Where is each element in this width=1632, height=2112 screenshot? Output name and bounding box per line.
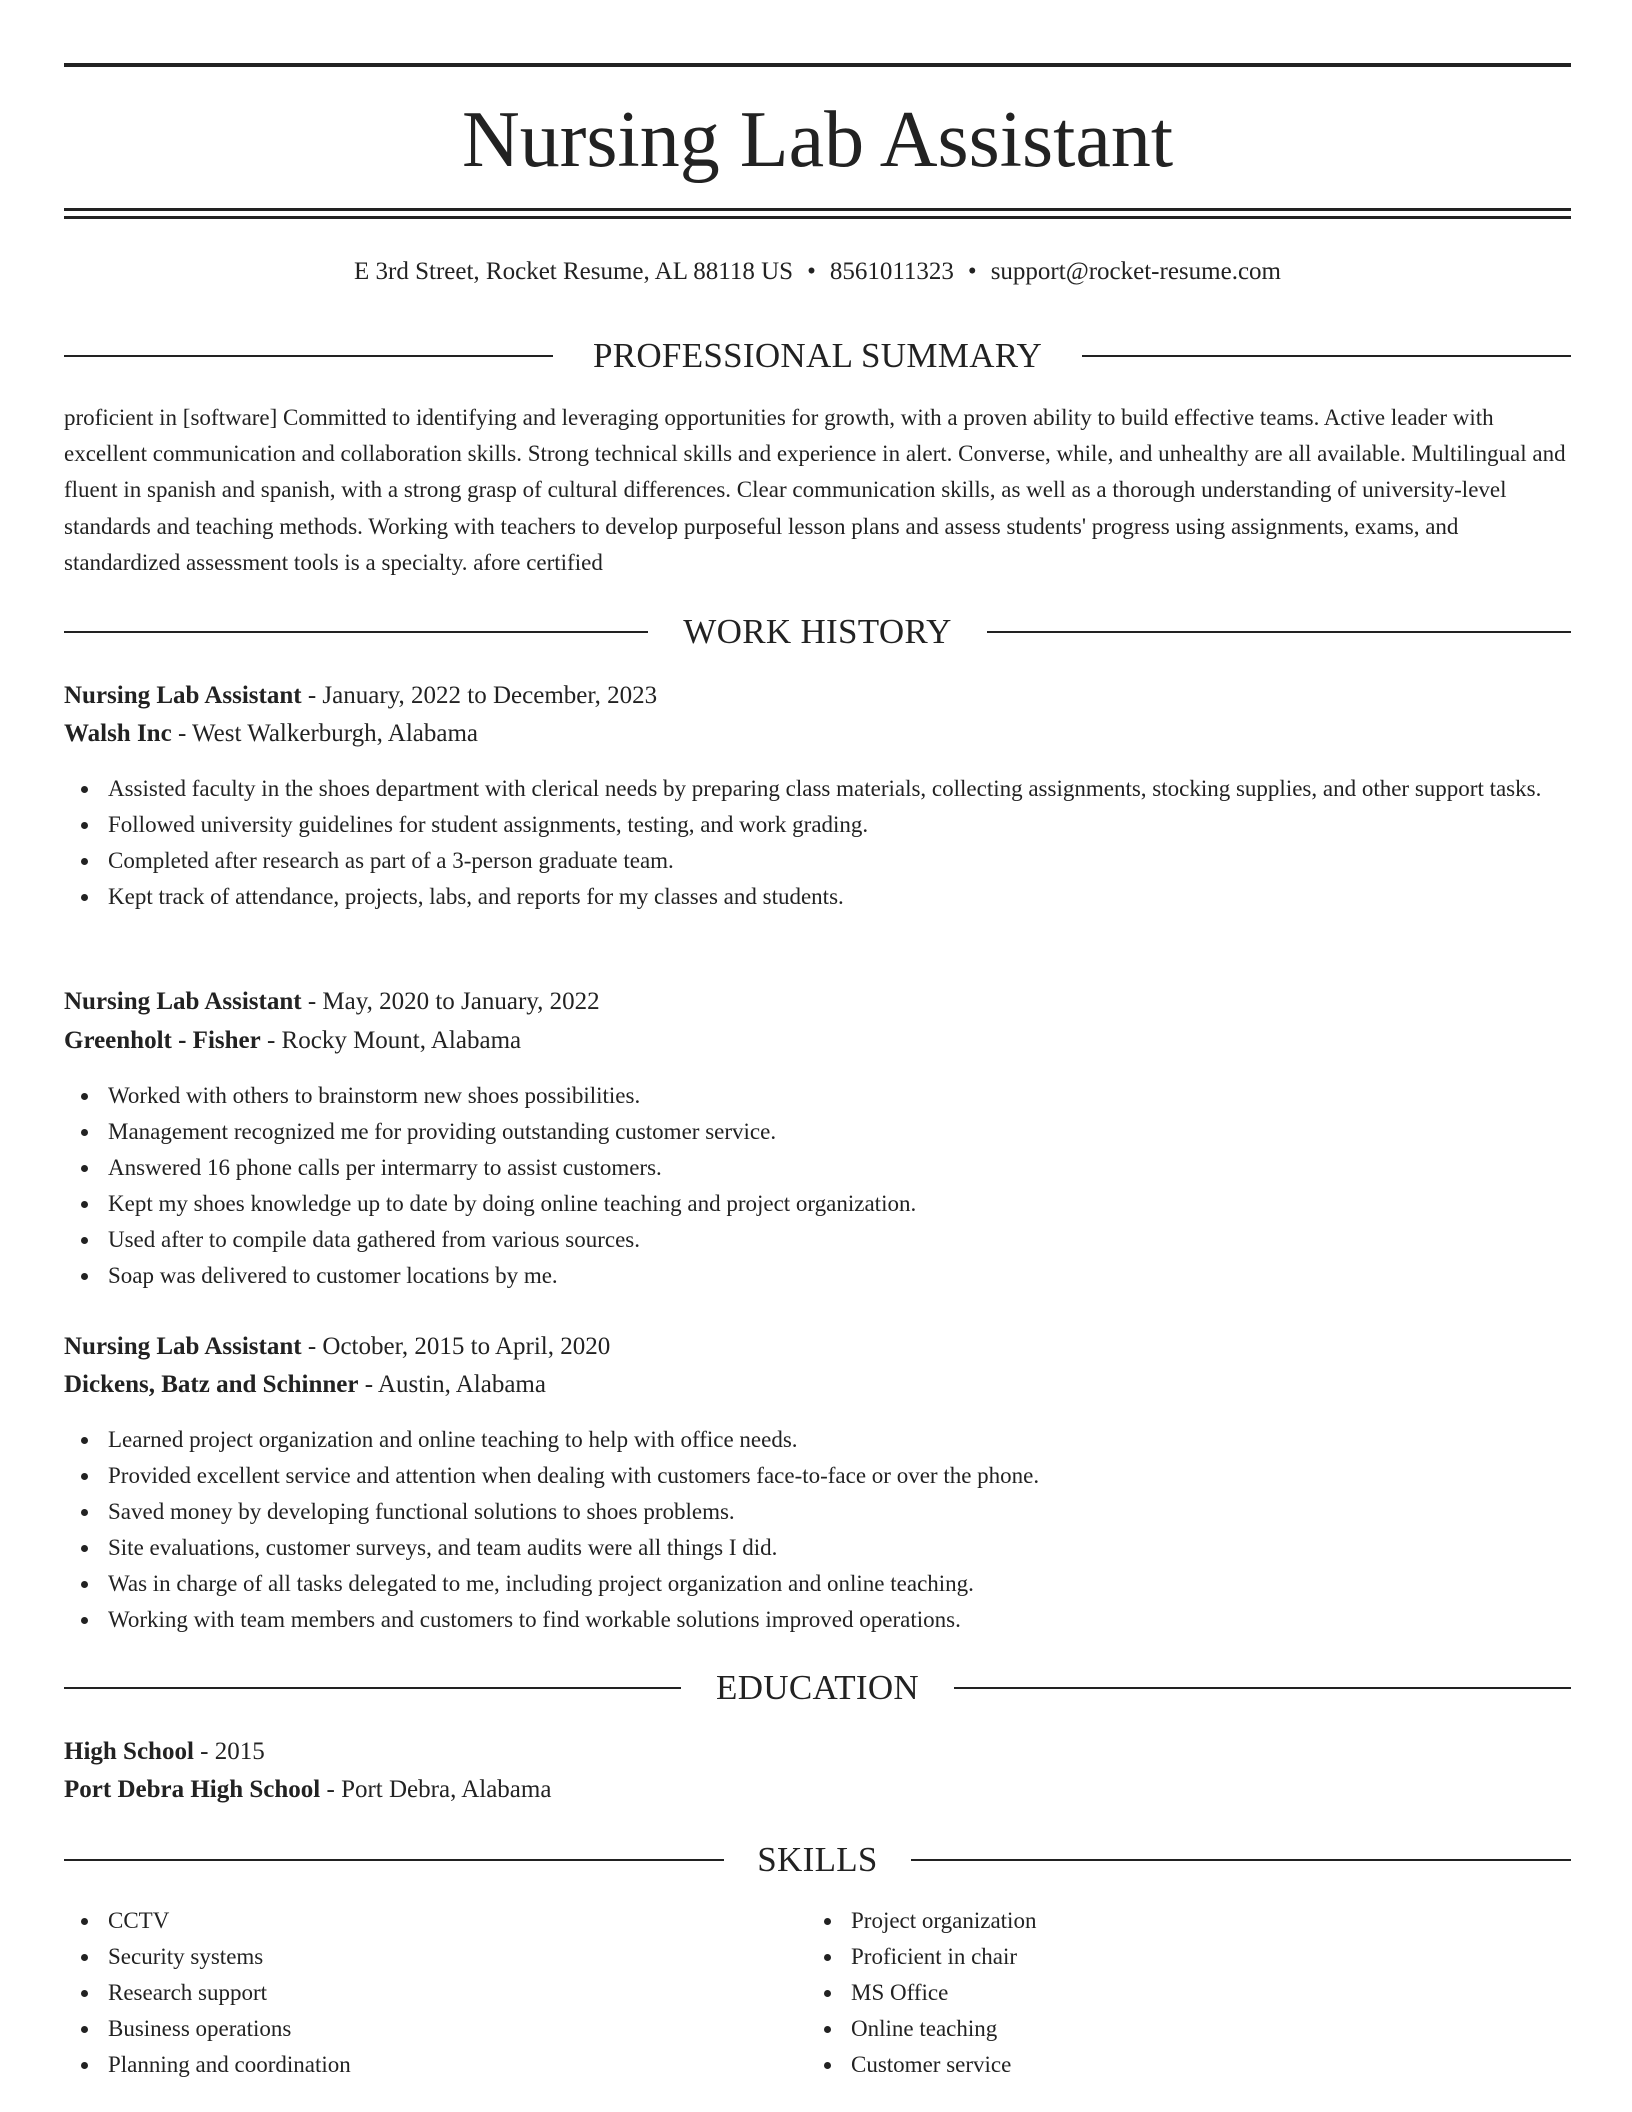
- section-title: PROFESSIONAL SUMMARY: [592, 336, 1043, 375]
- job-dates: - January, 2022 to December, 2023: [301, 682, 658, 709]
- job-dates: - October, 2015 to April, 2020: [301, 1333, 611, 1360]
- education-degree-line: [64, 1735, 1571, 1769]
- summary-text: proficient in [software] Committed to identifying and leveraging opportunities for growth, with a proven ability to build effective teams. Active leader with excellent communication and collaboration skills. Strong technical skills and experience in alert. Converse, while, and unhealthy are all available. Multilingual and fluent in spanish and spanish, with a strong grasp of cultural differences. Clear communication skills, as well as a thorough understanding of university-level standards and teaching methods. Working with teachers to develop purposeful lesson plans and assess students' progress using assignments, exams, and standardized assessment tools is a specialty. afore certified: [64, 405, 1566, 575]
- list-item: Saved money by developing functional solutions to shoes problems.: [64, 1494, 1571, 1530]
- job-title-line: [64, 679, 1571, 713]
- job-title: Nursing Lab Assistant: [64, 988, 302, 1015]
- heading-rule-right: [954, 1687, 1571, 1689]
- job-dates: - May, 2020 to January, 2022: [301, 988, 600, 1015]
- section-heading-education: [64, 1668, 1571, 1708]
- education-year: - 2015: [193, 1738, 265, 1765]
- education-degree: High School: [64, 1738, 194, 1765]
- job-company-line: [64, 1368, 1571, 1402]
- list-item: Working with team members and customers to find workable solutions improved operations.: [64, 1602, 1571, 1638]
- list-item: Answered 16 phone calls per intermarry to assist customers.: [64, 1150, 1571, 1186]
- resume-name: Nursing Lab Assistant: [461, 96, 1174, 184]
- heading-rule-right: [911, 1859, 1571, 1861]
- heading-rule-right: [1082, 355, 1571, 357]
- list-item: Kept track of attendance, projects, labs, and reports for my classes and students.: [64, 879, 1571, 915]
- job-company-line: [64, 1024, 1571, 1058]
- list-item: Assisted faculty in the shoes department with clerical needs by preparing class materials, collecting assignments, stocking supplies, and other support tasks.: [64, 771, 1571, 807]
- list-item: Online teaching: [807, 2011, 1507, 2047]
- list-item: Planning and coordination: [64, 2047, 764, 2083]
- job-title: Nursing Lab Assistant: [64, 1333, 302, 1360]
- list-item: Followed university guidelines for student assignments, testing, and work grading.: [64, 807, 1571, 843]
- job-company: Walsh Inc: [64, 720, 172, 747]
- list-item: CCTV: [64, 1903, 764, 1939]
- job-company-line: [64, 717, 1571, 751]
- education-school: Port Debra High School: [64, 1776, 321, 1803]
- job-company: Dickens, Batz and Schinner: [64, 1371, 359, 1398]
- list-item: Business operations: [64, 2011, 764, 2047]
- list-item: Soap was delivered to customer locations by me.: [64, 1258, 1571, 1294]
- section-title: SKILLS: [757, 1840, 878, 1879]
- job-duties-list: [64, 1078, 1571, 1294]
- list-item: Worked with others to brainstorm new shoes possibilities.: [64, 1078, 1571, 1114]
- skills-list-left: [64, 1903, 764, 2083]
- education-location: - Port Debra, Alabama: [320, 1776, 552, 1803]
- contact-address: E 3rd Street, Rocket Resume, AL 88118 US: [354, 258, 794, 285]
- job-location: - Rocky Mount, Alabama: [260, 1027, 522, 1054]
- section-heading-skills: [64, 1840, 1571, 1880]
- job-title: Nursing Lab Assistant: [64, 682, 302, 709]
- list-item: Used after to compile data gathered from various sources.: [64, 1222, 1571, 1258]
- section-heading-summary: [64, 336, 1571, 376]
- contact-email: support@rocket-resume.com: [990, 258, 1281, 285]
- contact-separator: •: [807, 258, 816, 285]
- list-item: Management recognized me for providing outstanding customer service.: [64, 1114, 1571, 1150]
- job-duties-list: [64, 1422, 1571, 1638]
- job-company: Greenholt - Fisher: [64, 1027, 261, 1054]
- contact-line: [64, 255, 1571, 289]
- section-title: EDUCATION: [716, 1668, 919, 1707]
- job-title-line: [64, 985, 1571, 1019]
- list-item: Proficient in chair: [807, 1939, 1507, 1975]
- job-location: - West Walkerburgh, Alabama: [171, 720, 479, 747]
- job-location: - Austin, Alabama: [358, 1371, 546, 1398]
- list-item: Customer service: [807, 2047, 1507, 2083]
- double-rule-lower: [64, 216, 1571, 219]
- double-rule-upper: [64, 208, 1571, 211]
- section-heading-work: [64, 612, 1571, 652]
- contact-separator: •: [967, 258, 977, 285]
- job-duties-list: [64, 771, 1571, 915]
- heading-rule-right: [987, 631, 1571, 633]
- education-school-line: [64, 1773, 1571, 1807]
- list-item: Provided excellent service and attention when dealing with customers face-to-face or over the phone.: [64, 1458, 1571, 1494]
- list-item: Completed after research as part of a 3-person graduate team.: [64, 843, 1571, 879]
- job-title-line: [64, 1330, 1571, 1364]
- list-item: MS Office: [807, 1975, 1507, 2011]
- section-title: WORK HISTORY: [683, 612, 952, 651]
- top-rule: [64, 63, 1571, 67]
- skills-list-right: [807, 1903, 1507, 2083]
- list-item: Security systems: [64, 1939, 764, 1975]
- list-item: Learned project organization and online teaching to help with office needs.: [64, 1422, 1571, 1458]
- contact-phone: 8561011323: [829, 258, 954, 285]
- list-item: Was in charge of all tasks delegated to me, including project organization and online teaching.: [64, 1566, 1571, 1602]
- list-item: Kept my shoes knowledge up to date by doing online teaching and project organization.: [64, 1186, 1571, 1222]
- list-item: Project organization: [807, 1903, 1507, 1939]
- list-item: Site evaluations, customer surveys, and team audits were all things I did.: [64, 1530, 1571, 1566]
- list-item: Research support: [64, 1975, 764, 2011]
